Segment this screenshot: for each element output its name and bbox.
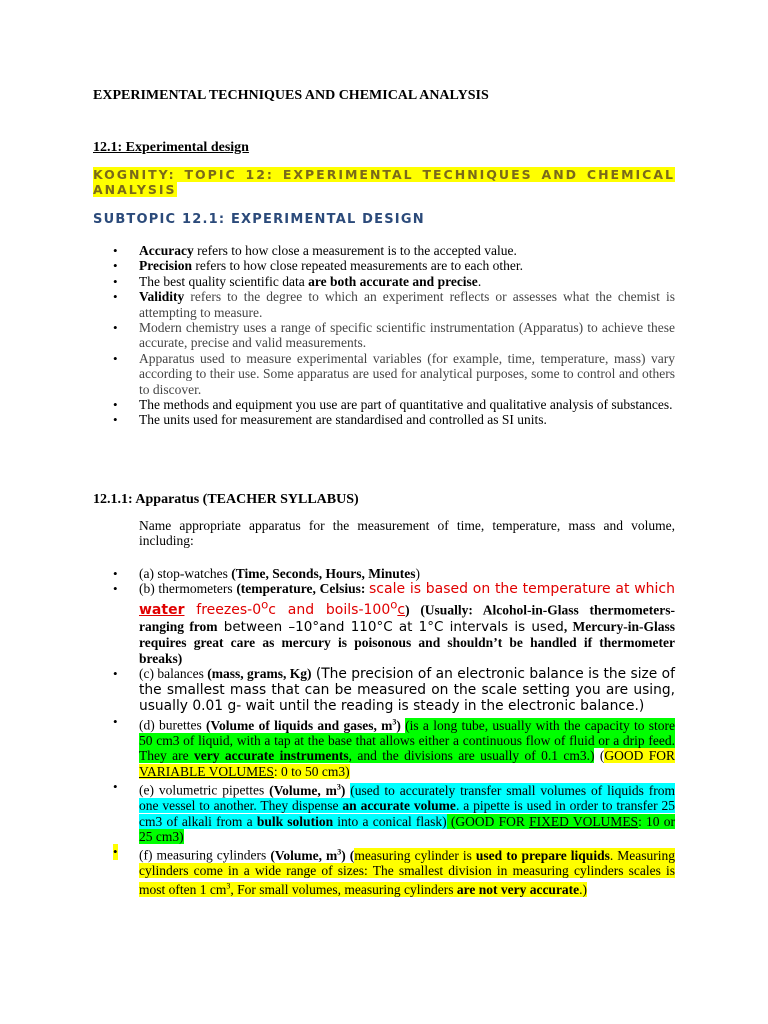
apparatus-list [93, 566, 675, 898]
item-burettes: • (d) burettes (Volume of liquids and gases, $m^3$) (is a long tube, usually with the capacity to store 50 cm3 of liquid, with a tap at the base that allows either a continuous flow of fluid or a drip feed. They are very accurate instruments, and the divisions are usually of 0.1 cm3.) (GOOD FOR VARIABLE VOLUMES: 0 to 50 cm3) [113, 714, 675, 779]
document-title: EXPERIMENTAL TECHNIQUES AND CHEMICAL ANALYSIS [93, 88, 489, 103]
list-item: • The methods and equipment you use are part of quantitative and qualitative analysis of substances. [113, 397, 673, 413]
list-item: • Precision refers to how close repeated measurements are to each other. [113, 258, 523, 274]
list-item: • The units used for measurement are standardised and controlled as SI units. [113, 412, 547, 428]
intro-bullet-list [93, 243, 675, 428]
apparatus-intro: Name appropriate apparatus for the measurement of time, temperature, mass and volume, including: [139, 518, 675, 549]
kognity-heading: KOGNITY: TOPIC 12: EXPERIMENTAL TECHNIQUES AND CHEMICAL ANALYSIS [93, 167, 675, 197]
apparatus-heading: 12.1.1: Apparatus (TEACHER SYLLABUS) [93, 492, 359, 507]
section-heading: 12.1: Experimental design [93, 140, 249, 155]
item-thermometers: • (b) thermometers (temperature, Celsius: scale is based on the temperature at which water freezes-0$^o$c and boils-100$^o$c) (Usually: Alcohol-in-Glass thermometers-ranging from between –10°and 110°C at 1°C intervals is used, Mercury-in-Glass requires great care as mercury is poisonous and shouldn’t be handled if thermometer breaks) [113, 581, 676, 666]
subtopic-heading: SUBTOPIC 12.1: EXPERIMENTAL DESIGN [93, 212, 425, 227]
item-measuring-cylinders: • (f) measuring cylinders (Volume, $m^3$) (measuring cylinder is used to prepare liquids. Measuring cylinders come in a wide range of sizes: The smallest division in measuring cylinders scales is most often 1 $cm^3$, For small volumes, measuring cylinders are not very accurate.) [113, 844, 675, 898]
list-item: • Accuracy refers to how close a measurement is to the accepted value. [113, 243, 517, 258]
item-balances: • (c) balances (mass, grams, Kg) (The precision of an electronic balance is the size of the smallest mass that can be measured on the scale setting you are using, usually 0.01 g- wait until the reading is steady in the electronic balance.) [113, 666, 675, 715]
item-volumetric-pipettes: • (e) volumetric pipettes (Volume, $m^3$) (used to accurately transfer small volumes of liquids from one vessel to another. They dispense an accurate volume. a pipette is used in order to transfer 25 cm3 of alkali from a bulk solution into a conical flask) (GOOD FOR FIXED VOLUMES: 10 or 25 cm3) [113, 779, 676, 844]
list-item: • Apparatus used to measure experimental variables (for example, time, temperature, mass) vary according to their use. Some apparatus are used for analytical purposes, some to control and others to discover. [113, 350, 675, 397]
item-stop-watches: • (a) stop-watches (Time, Seconds, Hours, Minutes) [113, 566, 420, 581]
list-item: • Modern chemistry uses a range of specific scientific instrumentation (Apparatus) to achieve these accurate, precise and valid measurements. [113, 320, 675, 351]
list-item: • The best quality scientific data are both accurate and precise. [113, 273, 482, 289]
list-item: • Validity refers to the degree to which an experiment reflects or assesses what the chemist is attempting to measure. [113, 289, 675, 320]
